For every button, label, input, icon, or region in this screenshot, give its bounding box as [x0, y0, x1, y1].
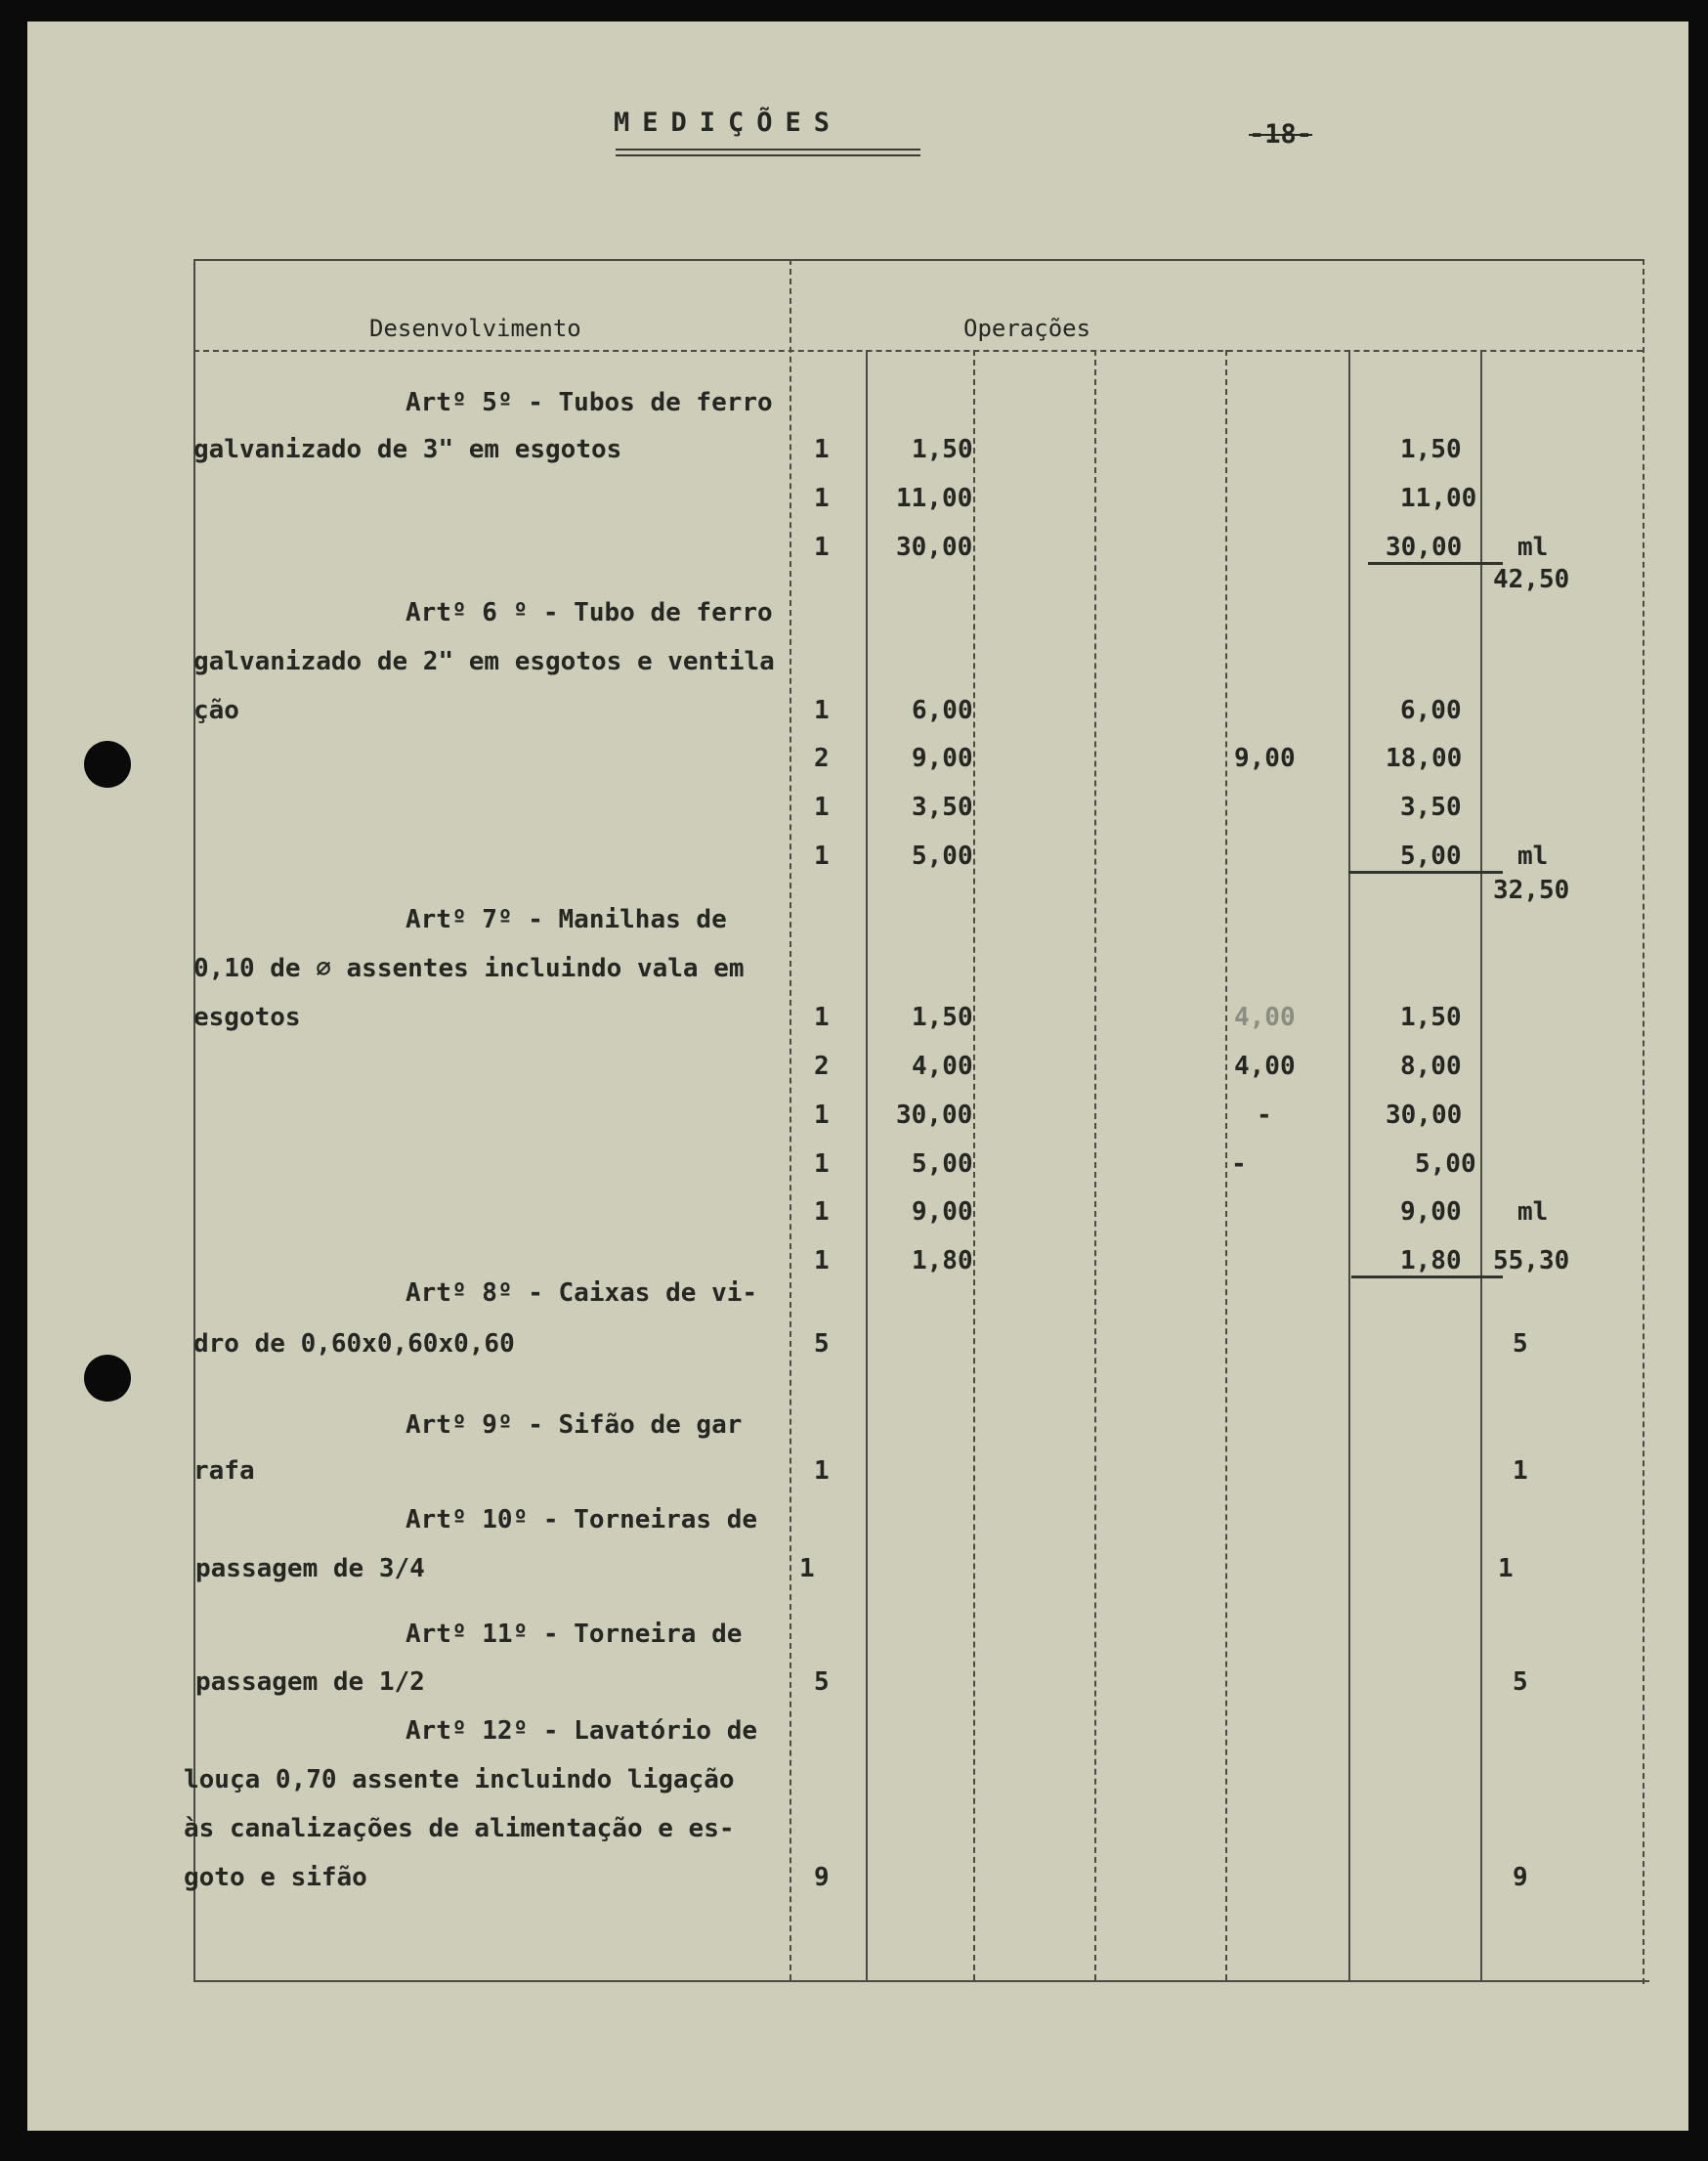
item-heading: Artº 10º - Torneiras de [406, 1505, 758, 1534]
unit: ml [1517, 1197, 1549, 1227]
item-description: passagem de 1/2 [195, 1667, 425, 1697]
subtotal: 11,00 [1400, 484, 1477, 513]
subtotal: 8,00 [1400, 1052, 1462, 1081]
multiplier: 4,00 [1234, 1052, 1296, 1081]
subtotal: 5,00 [1415, 1149, 1476, 1179]
column-rule [866, 350, 868, 1980]
item-heading: Artº 6 º - Tubo de ferro [406, 598, 773, 627]
quantity: 1 [814, 1246, 830, 1275]
item-total: 5 [1513, 1329, 1528, 1359]
quantity: 1 [814, 793, 830, 822]
measure: 1,50 [912, 435, 973, 464]
header-rule [193, 350, 1643, 352]
item-total: 1 [1513, 1456, 1528, 1486]
item-heading: Artº 7º - Manilhas de [406, 905, 727, 934]
quantity: 1 [814, 1101, 830, 1130]
subtotal: 5,00 [1400, 842, 1462, 871]
item-total: 5 [1513, 1667, 1528, 1697]
sum-rule [1348, 871, 1503, 874]
punch-hole-bottom [84, 1355, 131, 1402]
measure: 6,00 [912, 696, 973, 725]
table-bottom-rule [193, 1980, 1649, 1982]
column-header-development: Desenvolvimento [369, 315, 581, 342]
item-description: rafa [193, 1456, 255, 1486]
quantity: 1 [814, 696, 830, 725]
subtotal: 1,80 [1400, 1246, 1462, 1275]
multiplier: - [1257, 1101, 1272, 1130]
item-total: 9 [1513, 1863, 1528, 1892]
item-heading: Artº 12º - Lavatório de [406, 1716, 758, 1746]
quantity: 1 [814, 1003, 830, 1032]
quantity: 1 [814, 842, 830, 871]
item-description: ção [193, 696, 239, 725]
measure: 30,00 [896, 1101, 973, 1130]
item-heading: Artº 9º - Sifão de gar [406, 1410, 743, 1440]
title-underline [616, 149, 920, 156]
quantity: 1 [814, 533, 830, 562]
measure: 9,00 [912, 1197, 973, 1227]
sum-rule [1351, 1275, 1503, 1278]
left-border [193, 259, 195, 1980]
item-total: 1 [1498, 1554, 1514, 1583]
measure: 11,00 [896, 484, 973, 513]
quantity: 5 [814, 1329, 830, 1359]
quantity: 9 [814, 1863, 830, 1892]
item-description: dro de 0,60x0,60x0,60 [193, 1329, 515, 1359]
item-heading: Artº 5º - Tubos de ferro [406, 388, 773, 417]
quantity: 2 [814, 1052, 830, 1081]
subtotal: 9,00 [1400, 1197, 1462, 1227]
item-description: 0,10 de ⌀ assentes incluindo vala em [193, 954, 745, 983]
column-rule [1225, 350, 1227, 1980]
column-rule [1094, 350, 1096, 1980]
item-total: 42,50 [1493, 565, 1570, 594]
page-number: -18- [1249, 119, 1313, 150]
quantity: 5 [814, 1667, 830, 1697]
unit: ml [1517, 842, 1549, 871]
column-header-operations: Operações [963, 315, 1091, 342]
item-heading: Artº 8º - Caixas de vi- [406, 1278, 758, 1308]
unit: ml [1517, 533, 1549, 562]
subtotal: 6,00 [1400, 696, 1462, 725]
subtotal: 3,50 [1400, 793, 1462, 822]
item-description: goto e sifão [184, 1863, 367, 1892]
item-description: galvanizado de 3" em esgotos [193, 435, 622, 464]
document-page [27, 22, 1688, 2131]
item-description: esgotos [193, 1003, 301, 1032]
table-top-rule [193, 259, 1643, 261]
measure: 4,00 [912, 1052, 973, 1081]
subtotal: 1,50 [1400, 435, 1462, 464]
page-title: MEDIÇÕES [614, 108, 843, 138]
measure: 1,80 [912, 1246, 973, 1275]
subtotal: 1,50 [1400, 1003, 1462, 1032]
column-divider [790, 259, 791, 1980]
quantity: 1 [814, 1149, 830, 1179]
column-rule [1348, 350, 1350, 1980]
item-description: galvanizado de 2" em esgotos e ventila [193, 647, 775, 676]
item-total: 32,50 [1493, 876, 1570, 905]
multiplier: 9,00 [1234, 744, 1296, 773]
right-border [1643, 259, 1644, 1984]
measure: 9,00 [912, 744, 973, 773]
item-description: às canalizações de alimentação e es- [184, 1814, 735, 1843]
quantity: 1 [814, 435, 830, 464]
multiplier-erased: 4,00 [1234, 1003, 1296, 1032]
quantity: 1 [814, 1197, 830, 1227]
column-rule [1480, 350, 1482, 1980]
quantity: 1 [814, 1456, 830, 1486]
quantity: 1 [799, 1554, 815, 1583]
quantity: 2 [814, 744, 830, 773]
punch-hole-top [84, 741, 131, 788]
item-heading: Artº 11º - Torneira de [406, 1620, 743, 1649]
quantity: 1 [814, 484, 830, 513]
column-rule [973, 350, 975, 1980]
measure: 1,50 [912, 1003, 973, 1032]
subtotal: 30,00 [1386, 533, 1463, 562]
multiplier: - [1231, 1149, 1247, 1179]
item-description: louça 0,70 assente incluindo ligação [184, 1765, 735, 1794]
subtotal: 18,00 [1386, 744, 1463, 773]
sum-rule [1368, 562, 1503, 565]
measure: 5,00 [912, 1149, 973, 1179]
item-description: passagem de 3/4 [195, 1554, 425, 1583]
measure: 3,50 [912, 793, 973, 822]
measure: 30,00 [896, 533, 973, 562]
measure: 5,00 [912, 842, 973, 871]
item-total: 55,30 [1493, 1246, 1570, 1275]
subtotal: 30,00 [1386, 1101, 1463, 1130]
